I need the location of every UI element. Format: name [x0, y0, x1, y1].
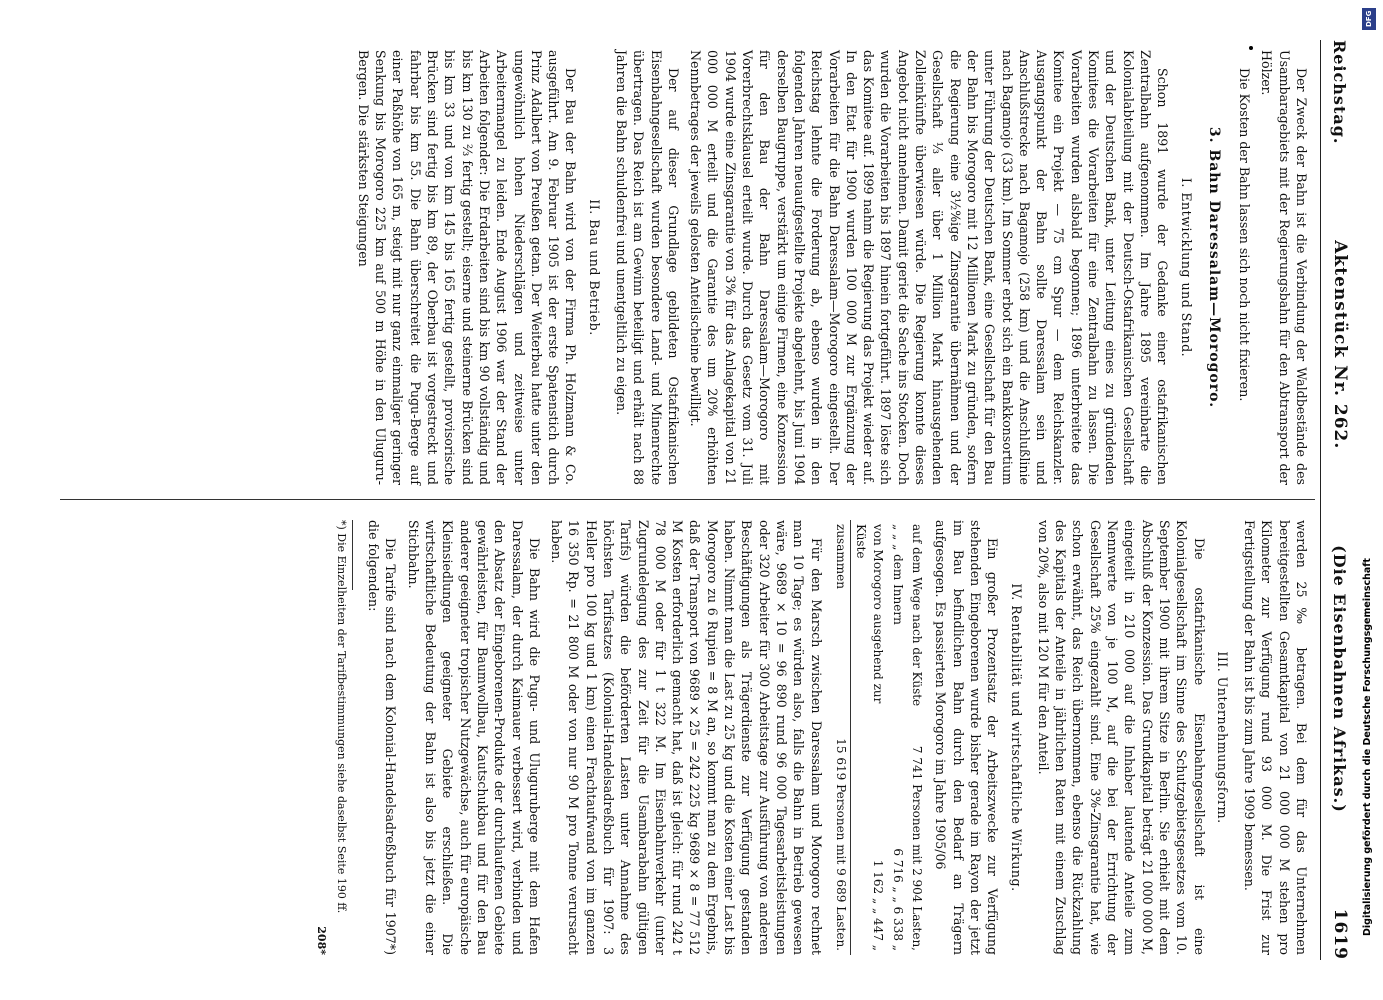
printer-signature: 208*	[314, 926, 328, 955]
table-row	[850, 520, 887, 955]
table-cell: 1 162 „ „ 447 „	[871, 859, 886, 951]
subsection-heading: I. Entwicklung und Stand.	[1178, 177, 1194, 358]
table-cell: 7 741 Personen mit 2 904 Lasten,	[910, 745, 925, 951]
page-number: 1619	[1329, 908, 1350, 960]
subsection-heading: IV. Rentabilität und wirtschaftliche Wirkung.	[1008, 583, 1024, 892]
paragraph: Die ostafrikanische Eisenbahngesellschaft ist eine Kolonialgesellschaft im Sinne des Schutzgebietsgesetzes vom 10. September 1900 mit ihrem Sitze in Berlin. Sie erhielt mit dem Abschluß der Konzession. Das Grundkapital beträgt 21 000 000 M, eingeteilt in 210 000 auf die Inhaber lautende Anteile zum Nennwerte von je 100 M, auf die bei der Errichtung der Gesellschaft 25% eingezahlt sind. Eine 3%-Zinsgarantie hat, wie schon erwähnt, das Reich übernommen, ebenso die Rückzahlung des Kapitals der Anteile in jährlichen Raten mit einem Zuschlag von 20%, also mit 120 M für den Anteil.	[1035, 520, 1207, 955]
table-row	[887, 520, 906, 955]
paragraph: Ein großer Prozentsatz der Arbeitszwecke zur Verfügung stehenden Eingeborenen wurde bisher gerade im Rayon der jetzt im Bau befindlichen Bahn durch den Bedarf an Trägern aufgesogen. Es passierten Morogoro im Jahre 1905/06	[933, 520, 1001, 955]
paragraph: Der Zweck der Bahn ist die Verbindung der Waldbestände des Usambaragebiets mit der Regierungsbahn für den Abtransport der Hölzer.	[1259, 50, 1309, 485]
paragraph: werden 25‰ betragen. Bei dem für das Unternehmen bereitgestellten Gesamtkapital von 21 000 000 M stehen pro Kilometer zur Verfügung rund 93 000 M. Die Frist zur Fertigstellung der Bahn ist bis zum Jahre 1909 bemessen.	[1242, 520, 1309, 955]
paragraph: Die Tarife sind nach dem Kolonial-Handelsadreßbuch für 1907*) die folgenden:	[366, 520, 399, 955]
table-total-row	[831, 520, 851, 955]
header-left: Reichstag.	[1329, 40, 1349, 145]
subsection-heading: II. Bau und Betrieb.	[586, 199, 602, 336]
table-cell: 6 716 „ „ 6 338 „	[890, 848, 905, 951]
header-right-title: (Die Eisenbahnen Afrikas.)	[1329, 545, 1349, 813]
running-head	[1325, 40, 1353, 960]
footnote: *) Die Einzelheiten der Tarifbestimmungen siehe daselbst Seite 190 ff.	[334, 520, 348, 914]
dfg-credit-text: Digitalisierung gefördert durch die Deutsche Forschungsgemeinschaft	[1362, 558, 1373, 936]
paragraph: Der Bau der Bahn wird von der Firma Ph. Holzmann & Co. ausgeführt. Am 9. Februar 1905 ist der erste Spatenstich durch Prinz Adalbert von Preußen getan. Der Weiterbau hatte unter den ungewöhnlich hohen Niederschlägen und zeitweise unter Arbeitermangel zu leiden. Ende August 1906 war der Stand der Arbeiten folgender: Die Erdarbeiten sind bis km 90 vollständig und bis km 130 zu ⅔ fertig gestellt; eiserne und steinerne Brücken sind bis km 33 und von km 145 bis 165 fertig gestellt, provisorische Brücken sind fertig bis km 89, der Oberbau ist vorgestreckt und fahrbar bis km 55. Die Bahn überschreitet die Pugu-Berge auf einer Paßhöhe von 165 m, steigt mit nur ganz einmaliger geringer Senkung bis Morogoro 225 km auf 500 m Höhe in den Uluguru-Bergen. Die stärksten Steigungen	[355, 50, 579, 485]
header-middle: Aktenstück Nr. 262.	[1329, 240, 1350, 450]
table-cell: zusammen	[831, 520, 851, 734]
footnote-rule	[352, 520, 353, 590]
dfg-logo: DFG	[1362, 8, 1376, 30]
table-cell: auf dem Wege nach der Küste	[910, 524, 925, 707]
paragraph: Schon 1891 wurde der Gedanke einer ostafrikanischen Zentralbahn aufgenommen. Im Jahre 1895 vereinbarte die Kolonialabteilung mit der Deutsch-Ostafrikanischen Gesellschaft und der Deutschen Bank, unter Leitung eines zu gründenden Komitees die Vorarbeiten für eine Zentralbahn zu lassen. Die Vorarbeiten wurden alsbald begonnen; 1896 unterbreitete das Komitee ein Projekt — 75 cm Spur — dem Reichskanzler. Ausgangspunkt der Bahn sollte Daressalam sein und Anschlußstrecke nach Bagamojo (258 km) und die Anschlußlinie nach Bagamojo (33 km). Im Sommer erbot sich ein Bankkonsortium unter Führung der Deutschen Bank, eine Gesellschaft für den Bau der Bahn bis Morogoro mit 12 Millionen Mark zu gründen, sofern die Regierung eine 3½%ige Zinsgarantie übernähmen und der Gesellschaft ⅓ aller über 1 Million Mark hinausgehenden Zolleinkünfte überwiesen würde. Die Regierung konnte dieses Angebot nicht annehmen. Damit geriet die Sache ins Stocken. Doch wurden die Vorarbeiten bis 1897 hinein fortgeführt. 1897 löste sich das Komitee auf. 1899 nahm die Regierung das Projekt wieder auf. In den Etat für 1900 wurden 100 000 M zur Ergänzung der Vorarbeiten für die Bahn Daressalam—Morogoro eingestellt. Der Reichstag lehnte die Forderung ab, ebenso wurden in den folgenden Jahren neuaufgestellte Projekte abgelehnt, bis Juni 1904 derselben Baugruppe, verstärkt um einige Firmen, eine Konzession für den Bau der Bahn Daressalam—Morogoro mit Vorerbrechtsklausel erteilt wurde. Durch das Gesetz vom 31. Juli 1904 wurde eine Zinsgarantie von 3% für das Anlagekapital von 21 000 000 M erteilt und die Garantie des um 20% erhöhten Nennbetrages der jeweils gelosten Anteilscheine bewilligt.	[688, 50, 1171, 485]
table-row	[907, 520, 926, 955]
column-divider	[60, 499, 1315, 500]
dfg-sidebar	[1361, 0, 1379, 1000]
paragraph: Der auf dieser Grundlage gebildeten Ostafrikanischen Eisenbahngesellschaft wurden besondere Land- und Minenrechte übertragen. Das Reich ist am Gewinn beteiligt und erhält nach 88 Jahren die Bahn schuldenfrei und unentgeltlich zu eigen.	[614, 50, 681, 485]
document-page	[20, 0, 1365, 1000]
carriers-table	[831, 520, 926, 955]
left-column	[350, 50, 1310, 485]
paragraph: Die Kosten der Bahn lassen sich noch nicht fixieren.	[1237, 68, 1253, 402]
subsection-heading: III. Unternehmungsform.	[1214, 651, 1230, 824]
paragraph: Für den Marsch zwischen Daressalam und Morogoro rechnet man 10 Tage; es würden also, falls die Bahn in Betrieb gewesen wäre, 9689 × 10 = 96 890 rund 96 000 Tagesarbeitsleistungen oder 320 Arbeiter für 300 Arbeitstage zur Ausführung von anderen Beschäftigungen als Trägerdienste zur Verfügung gestanden haben. Nimmt man die Last zu 25 kg und die Kosten einer Last bis Morogoro zu 6 Rupien = 8 M an, so kommt man zu dem Ergebnis, daß der Transport von 9689 × 25 = 242 225 kg 9689 × 8 = 77 512 M Kosten erforderlich gemacht hat, daß ist gleich: für rund 242 t 78 000 M oder für 1 t 322 M. Im Eisenbahnverkehr (unter Zugrundelegung des zur Zeit für die Usambarabahn gültigen Tarifs) würden die beförderten Lasten unter Annahme des höchsten Tarifsatzes (Kolonial-Handelsadreßbuch für 1907: 3 Heller pro 100 kg und 1 km) einen Frachtaufwand von im ganzen 16 350 Rp. = 21 800 M oder von nur 90 M pro Tonne verursacht haben.	[549, 520, 824, 955]
right-column	[313, 520, 1310, 955]
table-cell: von Morogoro ausgehend zur Küste	[854, 524, 886, 704]
paragraph: Die Bahn wird die Pugu- und Uluguruberge mit dem Hafen Daressalam, der durch Kaimauer verbessert wird, verbinden und den Absatz der Eingeborenen-Produkte der durchlaufenen Gebiete gewährleisten, für Baumwollbau, Kautschukbau und für den Bau anderer geeigneter tropischer Nutzgewächse, auch für europäische Kleinsiedlungen geeigneter Gebiete erschließen. Die wirtschaftliche Bedeutung der Bahn ist also bis jetzt die einer Stichbahn.	[405, 520, 542, 955]
section-heading: 3. Bahn Daressalam—Morogoro.	[1205, 126, 1222, 409]
table-cell: 15 619 Personen mit 9 689 Lasten.	[831, 734, 851, 955]
header-rule	[1320, 40, 1321, 960]
table-cell: „ „ „ dem Innern	[890, 524, 905, 625]
